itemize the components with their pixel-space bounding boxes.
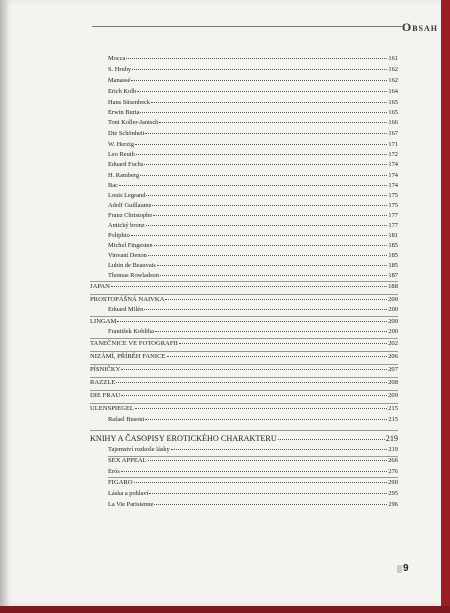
toc-section-page: 215	[388, 405, 398, 412]
toc-entry-label: Toni Koller-Jantsch	[108, 119, 159, 126]
toc-entry-label: Franz Christophe	[108, 212, 153, 219]
toc-entry-page: 200	[388, 328, 398, 335]
toc-leader-dots	[119, 184, 387, 186]
toc-entry-label: Lubin de Beauvais	[108, 262, 156, 269]
toc-entry-page: 215	[388, 416, 398, 423]
toc-entry-page: 161	[388, 55, 398, 62]
toc-entry-page: 174	[388, 172, 398, 179]
toc-entry-label: La Vie Parisienne	[108, 501, 154, 508]
toc-entry	[108, 172, 398, 179]
section-divider	[90, 403, 398, 404]
toc-entry-label: Manassé	[108, 77, 131, 84]
toc-leader-dots	[155, 330, 387, 332]
section-divider	[108, 477, 398, 478]
toc-leader-dots	[171, 448, 388, 450]
toc-entry	[108, 99, 398, 106]
toc-section-label: RAZZLE	[90, 379, 116, 386]
toc-entry-label: Eduard Fuchs	[108, 161, 144, 168]
toc-leader-dots	[121, 368, 387, 370]
toc-section-page: 188	[388, 283, 398, 290]
toc-entry	[108, 262, 398, 269]
toc-leader-dots	[144, 163, 387, 165]
toc-entry	[108, 55, 398, 62]
toc-entry	[108, 130, 398, 137]
toc-section-label: PROSTOPÁŠNÁ NAIVKA	[90, 296, 165, 303]
toc-section-label: PÍSNIČKY	[90, 366, 121, 373]
toc-leader-dots	[146, 224, 388, 226]
toc-entry	[108, 490, 398, 497]
toc-chapter-page: 219	[385, 434, 398, 443]
toc-leader-dots	[131, 79, 387, 81]
toc-section	[90, 405, 398, 412]
section-divider	[90, 281, 398, 282]
toc-entry-page: 164	[388, 88, 398, 95]
toc-section-label: NIZÁMÍ, PŘÍBĚH FANICE	[90, 353, 166, 360]
toc-entry-page: 175	[388, 202, 398, 209]
toc-entry-page: 165	[388, 99, 398, 106]
toc-entry-page: 296	[388, 501, 398, 508]
toc-entry-label: Louis Legrand	[108, 192, 146, 199]
toc-entry-label: Vinvant Denon	[108, 252, 147, 259]
section-divider	[90, 364, 398, 365]
toc-entry-label: Adolf Guillaume	[108, 202, 152, 209]
toc-section	[108, 457, 398, 464]
toc-section-page: 202	[388, 340, 398, 347]
section-divider	[90, 430, 398, 431]
toc-section-page: 266	[388, 457, 398, 464]
section-divider	[90, 338, 398, 339]
toc-section-page: 208	[388, 379, 398, 386]
toc-leader-dots	[154, 244, 388, 246]
toc-entry-label: Bac	[108, 182, 118, 189]
toc-entry	[108, 416, 398, 423]
toc-entry-page: 219	[388, 446, 398, 453]
toc-entry-page: 181	[388, 232, 398, 239]
toc-entry-page: 174	[388, 182, 398, 189]
toc-leader-dots	[153, 214, 387, 216]
toc-entry-page: 177	[388, 222, 398, 229]
toc-entry	[108, 66, 398, 73]
toc-entry-label: Poliphio	[108, 232, 130, 239]
toc-entry	[108, 501, 398, 508]
toc-section	[108, 479, 398, 486]
toc-entry-page: 165	[388, 109, 398, 116]
toc-entry	[108, 77, 398, 84]
toc-entry-label: Erós	[108, 468, 120, 475]
toc-entry-page: 185	[388, 252, 398, 259]
toc-section-label: SEX APPEAL	[108, 457, 147, 464]
toc-section	[90, 353, 398, 360]
toc-leader-dots	[132, 68, 387, 70]
toc-section-label: JAPAN	[90, 283, 110, 290]
page-number-marker	[397, 565, 402, 573]
toc-entry-page: 166	[388, 119, 398, 126]
toc-section-page: 209	[388, 392, 398, 399]
toc-entry-page: 162	[388, 77, 398, 84]
toc-entry	[108, 252, 398, 259]
toc-entry-page: 172	[388, 151, 398, 158]
toc-entry	[108, 119, 398, 126]
toc-entry	[108, 272, 398, 279]
section-divider	[90, 390, 398, 391]
toc-entry-label: Thomas Rowladson	[108, 272, 159, 279]
toc-chapter	[90, 434, 398, 443]
toc-entry-label: W. Herzig	[108, 141, 135, 148]
toc-entry	[108, 468, 398, 475]
toc-leader-dots	[151, 101, 387, 103]
toc-section	[90, 318, 398, 325]
toc-leader-dots	[117, 320, 387, 322]
toc-entry	[108, 242, 398, 249]
toc-leader-dots	[145, 418, 387, 420]
toc-section	[90, 296, 398, 303]
toc-leader-dots	[148, 254, 388, 256]
toc-section-label: DIE FRAU	[90, 392, 121, 399]
section-divider	[90, 377, 398, 378]
toc-leader-dots	[179, 342, 387, 344]
toc-entry	[108, 141, 398, 148]
toc-entry-page: 276	[388, 468, 398, 475]
toc-section-page: 200	[388, 318, 398, 325]
section-divider	[90, 316, 398, 317]
toc-entry-label: Hans Süsenbeck	[108, 99, 151, 106]
toc-entry	[108, 109, 398, 116]
toc-leader-dots	[154, 503, 387, 505]
toc-section-page: 290	[388, 479, 398, 486]
toc-entry-page: 174	[388, 161, 398, 168]
toc-entry	[108, 182, 398, 189]
toc-entry-label: František Kobliha	[108, 328, 154, 335]
toc-entry-page: 177	[388, 212, 398, 219]
toc-entry-label: Leo Reuth	[108, 151, 135, 158]
toc-section	[90, 340, 398, 347]
toc-entry	[108, 161, 398, 168]
toc-entry	[108, 212, 398, 219]
toc-section-page: 200	[388, 296, 398, 303]
toc-section	[90, 283, 398, 290]
toc-leader-dots	[152, 204, 387, 206]
toc-entry-label: Erwin Burta	[108, 109, 140, 116]
toc-entry	[108, 222, 398, 229]
toc-entry	[108, 232, 398, 239]
toc-leader-dots	[157, 264, 387, 266]
toc-entry-page: 200	[388, 306, 398, 313]
toc-entry-label: Die Schönheit	[108, 130, 145, 137]
toc-section	[90, 366, 398, 373]
toc-entry-label: Rafael Busoni	[108, 416, 145, 423]
toc-entry	[108, 328, 398, 335]
toc-section-label: ULENSPIEGEL	[90, 405, 134, 412]
toc-entry-label: Mocca	[108, 55, 126, 62]
toc-section-page: 206	[388, 353, 398, 360]
toc-leader-dots	[116, 381, 387, 383]
toc-entry	[108, 192, 398, 199]
toc-section-label: FIGARO	[108, 479, 133, 486]
running-header-title: Obsah	[401, 20, 438, 34]
toc-entry	[108, 151, 398, 158]
toc-entry-page: 171	[388, 141, 398, 148]
toc-entry	[108, 306, 398, 313]
toc-section-label: TANEČNICE VE FOTOGRAFII	[90, 340, 178, 347]
toc-entry-page: 167	[388, 130, 398, 137]
toc-entry	[108, 202, 398, 209]
toc-leader-dots	[144, 308, 387, 310]
page-number: 9	[403, 563, 409, 574]
toc-entry-label: Antický bronz	[108, 222, 145, 229]
toc-leader-dots	[121, 470, 388, 472]
toc-entry-label: Eduard Milén	[108, 306, 144, 313]
toc-leader-dots	[145, 132, 387, 134]
toc-section-page: 207	[388, 366, 398, 373]
toc-leader-dots	[278, 438, 385, 440]
toc-leader-dots	[160, 274, 387, 276]
toc-entry-label: Erich Kolb	[108, 88, 137, 95]
toc-leader-dots	[126, 57, 387, 59]
toc-leader-dots	[136, 153, 388, 155]
toc-entry-label: Michel Fingesten	[108, 242, 153, 249]
toc-leader-dots	[111, 285, 387, 287]
toc-leader-dots	[121, 394, 387, 396]
toc-leader-dots	[165, 298, 387, 300]
toc-entry-label: H. Ramberg	[108, 172, 140, 179]
toc-leader-dots	[159, 121, 387, 123]
toc-entry-page: 185	[388, 262, 398, 269]
toc-leader-dots	[135, 407, 387, 409]
section-divider	[90, 294, 398, 295]
toc-entry-label: S. Hruby	[108, 66, 132, 73]
toc-leader-dots	[137, 90, 387, 92]
toc-chapter-label: KNIHY A ČASOPISY EROTICKÉHO CHARAKTERU	[90, 434, 277, 443]
toc-entry-page: 187	[388, 272, 398, 279]
toc-entry	[108, 446, 398, 453]
toc-leader-dots	[148, 459, 387, 461]
toc-entry-page: 162	[388, 66, 398, 73]
toc-entry-page: 185	[388, 242, 398, 249]
toc-leader-dots	[167, 355, 388, 357]
toc-leader-dots	[140, 111, 387, 113]
toc-leader-dots	[140, 174, 387, 176]
toc-entry-page: 295	[388, 490, 398, 497]
toc-leader-dots	[149, 492, 387, 494]
section-divider	[90, 351, 398, 352]
toc-leader-dots	[146, 194, 387, 196]
toc-entry-label: Láska a pohlaví	[108, 490, 149, 497]
toc-leader-dots	[134, 481, 388, 483]
toc-section	[90, 392, 398, 399]
toc-entry-page: 175	[388, 192, 398, 199]
toc-section-label: LINGAM	[90, 318, 117, 325]
toc-entry	[108, 88, 398, 95]
toc-leader-dots	[131, 234, 388, 236]
toc-entry-label: Tajemství rozkoše lásky	[108, 446, 170, 453]
toc-leader-dots	[135, 143, 387, 145]
toc-section	[90, 379, 398, 386]
